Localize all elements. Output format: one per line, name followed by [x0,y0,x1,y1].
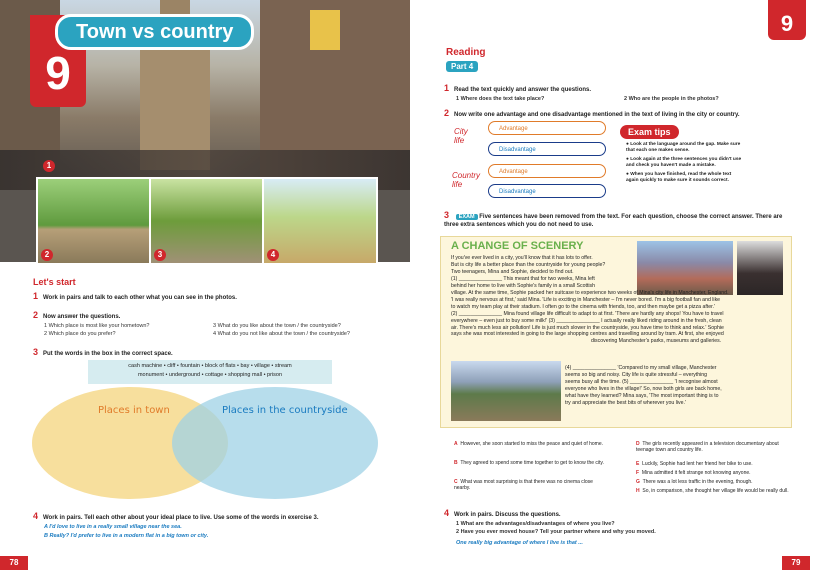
question-4 [33,511,319,521]
option-f-letter: F [636,470,640,476]
option-c [454,479,604,491]
article-line: behind her home to live with Sophie's family in a small Scottish [451,282,596,289]
article-para-3 [565,365,787,406]
unit-tab-right: 9 [768,0,806,40]
reading-q1 [444,83,591,93]
lets-start-heading: Let's start [33,277,76,287]
answer-a: A I'd love to live in a really small village near the sea. [44,524,182,530]
question-2 [33,310,120,320]
venn-country-label: Places in the countryside [222,405,348,416]
question-1-text: Work in pairs and talk to each other what you can see in the photos. [43,295,237,301]
photo-badge-3: 3 [154,249,166,261]
answer-b: B Really? I'd prefer to live in a modern flat in a big town or city. [44,533,209,539]
article-line: everywhere – even just to buy some milk!' (3) _______________ I actually really liked riding around in the fresh, clean [451,317,722,324]
option-c-text: What was most surprising is that there was no cinema close nearby. [454,479,593,491]
photo-family-cycling [149,177,265,265]
article-line: 'I was really nervous at first,' said Mina. 'Life is exciting in Manchester – I'm never bored. I'm a big football fan and like [451,296,721,303]
option-h [636,488,794,494]
city-advantage-field[interactable]: Advantage [488,121,606,135]
page-number-left: 78 [0,556,28,570]
photo-badge-1: 1 [43,160,55,172]
reading-q3 [444,211,794,229]
reading-q2-number: 2 [444,108,450,118]
q2-item-3: 3 What do you like about the town / the countryside? [213,323,341,329]
reading-q4-text: Work in pairs. Discuss the questions. [454,512,561,518]
r4-item-1: 1 What are the advantages/disadvantages of where you live? [456,521,615,527]
photo-badge-4: 4 [267,249,279,261]
option-g-letter: G [636,479,640,485]
mina-portrait [737,241,783,295]
article-line: everyone who lives in the village!' So, now both girls are back home, [565,385,722,392]
city-photo [637,241,733,295]
q2-item-4: 4 What do you not like about the town / the countryside? [213,331,350,337]
option-h-text: So, in comparison, she thought her village life would be really dull. [642,488,789,494]
reading-q3-text: Five sentences have been removed from the text. For each question, choose the correct answer. There are three extra sentences which you do not need to use. [444,214,783,228]
venn-country-circle [172,387,378,499]
question-1 [33,291,237,301]
article-line: seems busy all the time. (5) _______________ 'I recognise almost [565,378,718,385]
photo-walking-dog [262,177,378,265]
article-line: what have they learned? Mina says, 'The most important thing is to [565,392,719,399]
q2-item-2: 2 Which place do you prefer? [44,331,116,337]
article-line: discovering Manchester's parks, museums and galleries. [591,338,722,345]
option-e-letter: E [636,461,640,467]
option-a-letter: A [454,441,458,447]
option-f-text: Mina admitted it felt strange not knowing anyone. [641,470,751,476]
article-line: try and appreciate the best bits of wherever you live.' [565,399,686,406]
article-para-1 [451,255,637,290]
article-line: seems so big and noisy. City life is quite stressful – everything [565,371,708,378]
exam-tip-2: ● Look again at the three sentences you didn't use and check you haven't made a mistake. [626,157,742,168]
option-d-letter: D [636,441,640,447]
article-title: A CHANGE OF SCENERY [451,240,584,252]
word-box [88,360,332,384]
photo-badge-2: 2 [41,249,53,261]
photo-cyclist [36,177,152,265]
article-para-2 [451,290,787,345]
option-c-letter: C [454,479,458,485]
question-4-text: Work in pairs. Tell each other about your ideal place to live. Use some of the words in exercise 3. [43,515,319,521]
r4-item-2: 2 Have you ever moved house? Tell your partner where and why you moved. [456,529,656,535]
kings-sign [310,10,340,50]
venn-diagram [30,385,380,501]
option-d [636,441,794,453]
unit-number: 9 [45,47,71,99]
q2-item-1: 1 Which place is most like your hometown? [44,323,150,329]
question-2-text: Now answer the questions. [43,314,121,320]
option-b-text: They agreed to spend some time together to get to know the city. [460,460,604,466]
article-line: says she was most interested in going to the large shopping centres and travelling around by tram. At first, she enjoyed [451,331,724,338]
exam-badge: EXAM [456,214,478,220]
word-box-line-2: monument • underground • cottage • shopping mall • prison [137,372,283,378]
reading-heading: Reading [446,47,486,58]
option-e [636,461,794,467]
option-b-letter: B [454,460,458,466]
option-g-text: There was a lot less traffic in the evening, though. [642,479,753,485]
exam-tip-3: ● When you have finished, read the whole text again quickly to make sure it sounds correct. [626,172,732,183]
venn-town-label: Places in town [98,405,170,416]
question-3-number: 3 [33,347,39,357]
exam-tips-title: Exam tips [620,125,679,139]
reading-q1-number: 1 [444,83,450,93]
country-advantage-field[interactable]: Advantage [488,164,606,178]
r1-item-2: 2 Who are the people in the photos? [624,96,719,102]
exam-tips-box [618,125,742,193]
article-line: (1) _______________ This meant that for two weeks, Mina left [451,275,595,282]
exam-tip-2-text: Look again at the three sentences you didn't use and check you haven't made a mistake. [626,157,742,168]
article-line: But is city life a better place than the countryside for young people? [451,261,606,268]
question-1-number: 1 [33,291,39,301]
right-page [410,0,820,581]
city-disadvantage-field[interactable]: Disadvantage [488,142,606,156]
option-f [636,470,794,476]
reading-q2-text: Now write one advantage and one disadvantage mentioned in the text of living in the city or country. [454,112,740,118]
option-g [636,479,794,485]
question-4-number: 4 [33,511,39,521]
article-line: If you've ever lived in a city, you'll know that it has lots to offer. [451,255,593,261]
reading-q3-number: 3 [444,210,450,220]
question-3 [33,347,173,357]
reading-q4-number: 4 [444,508,450,518]
page-number-right: 79 [782,556,810,570]
exam-tip-1-text: Look at the language around the gap. Make sure that each one makes sense. [626,142,741,153]
option-e-text: Luckily, Sophie had lent her friend her bike to use. [642,461,753,467]
article-line: (4) _______________ 'Compared to my small village, Manchester [565,365,717,371]
question-2-number: 2 [33,310,39,320]
option-d-text: The girls recently appeared in a television documentary about teenage town and country life. [636,441,779,453]
article-line: (2) _______________ Mina found village life difficult to adapt to at first. 'There are hardly any shops! You have to travel [451,310,724,317]
part-label: Part 4 [446,61,478,72]
reading-article [440,236,792,428]
option-a-text: However, she soon started to miss the peace and quiet of home. [460,441,603,447]
option-b [454,460,604,466]
reading-q4 [444,508,561,518]
country-life-label: Country life [452,171,481,189]
question-3-text: Put the words in the box in the correct space. [43,351,173,357]
article-line: village. At the same time, Sophie packed her suitcase to experience two weeks of Mina's city life in Manchester, England. [451,290,729,296]
reading-q2 [444,108,740,118]
exam-tip-1: ● Look at the language around the gap. Make sure that each one makes sense. [626,142,741,153]
article-line: air. There's much less air pollution! Life is just much slower in the countryside, you have time to think and relax.' Sophie [451,324,724,331]
page-title: Town vs country [55,14,254,50]
r1-item-1: 1 Where does the text take place? [456,96,545,102]
word-box-line-1: cash machine • cliff • fountain • block of flats • bay • village • stream [128,363,292,369]
article-line: to watch my team play at their stadium. I often go to the cinema with friends, too, and then maybe get a pizza after.' [451,303,715,310]
option-h-letter: H [636,488,640,494]
option-a [454,441,604,447]
city-life-label: City life [454,127,468,145]
countryside-photo [451,361,561,421]
r4-answer: One really big advantage of where I live is that ... [456,540,583,546]
article-line: Two teenagers, Mina and Sophie, decided to find out. [451,268,574,275]
reading-q1-text: Read the text quickly and answer the questions. [454,87,592,93]
exam-tip-3-text: When you have finished, read the whole text again quickly to make sure it sounds correct. [626,172,732,183]
country-disadvantage-field[interactable]: Disadvantage [488,184,606,198]
